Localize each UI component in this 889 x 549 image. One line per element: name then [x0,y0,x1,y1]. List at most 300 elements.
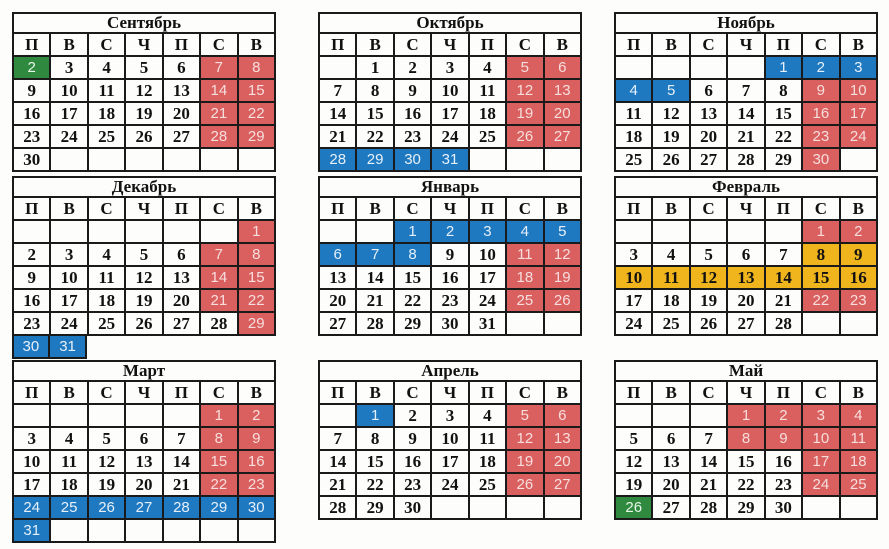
month-block [614,12,878,172]
weekday-header: Ч [432,382,469,405]
month-grid [614,198,878,336]
day-cell: 17 [803,451,840,474]
weekday-header: Ч [432,198,469,221]
day-cell: 23 [803,126,840,149]
day-cell: 24 [14,497,51,520]
empty-cell [164,221,201,244]
weekday-header: П [320,198,357,221]
day-cell: 27 [545,474,582,497]
overflow-week-row [12,336,276,359]
day-cell: 19 [616,474,653,497]
empty-cell [238,336,276,359]
weekday-header: С [691,382,728,405]
weekday-header: В [357,34,394,57]
day-cell: 6 [164,244,201,267]
day-cell: 16 [766,451,803,474]
day-cell: 6 [653,428,690,451]
empty-cell [51,405,88,428]
day-cell: 24 [432,126,469,149]
day-cell: 25 [470,474,507,497]
day-cell: 8 [357,428,394,451]
day-cell: 10 [432,428,469,451]
day-cell: 26 [507,126,544,149]
day-cell: 10 [616,267,653,290]
day-cell: 16 [841,267,878,290]
day-cell: 12 [507,80,544,103]
day-cell: 13 [545,80,582,103]
day-cell: 13 [320,267,357,290]
day-cell: 5 [507,57,544,80]
month-title: Сентябрь [12,12,276,34]
month-block [614,176,878,336]
day-cell: 23 [395,126,432,149]
empty-cell [14,221,51,244]
empty-cell [841,149,878,172]
day-cell: 13 [728,267,765,290]
day-cell: 13 [653,451,690,474]
day-cell: 4 [841,405,878,428]
day-cell: 13 [545,428,582,451]
day-cell: 4 [653,244,690,267]
weekday-header: С [201,382,238,405]
weekday-header: С [395,198,432,221]
day-cell: 5 [89,428,126,451]
empty-cell [691,57,728,80]
day-cell: 7 [320,428,357,451]
day-cell: 3 [14,428,51,451]
weekday-header: В [841,34,878,57]
day-cell: 25 [89,126,126,149]
day-cell: 14 [164,451,201,474]
weekday-header: Ч [728,382,765,405]
day-cell: 23 [395,474,432,497]
empty-cell [201,336,239,359]
day-cell: 6 [320,244,357,267]
day-cell: 3 [432,405,469,428]
weekday-header: В [51,198,88,221]
day-cell: 22 [766,126,803,149]
day-cell: 29 [357,497,394,520]
empty-cell [163,336,201,359]
month-block [614,360,878,520]
day-cell: 21 [728,126,765,149]
weekday-header: П [616,382,653,405]
day-cell: 26 [507,474,544,497]
day-cell: 31 [470,313,507,336]
day-cell: 9 [432,244,469,267]
day-cell: 4 [470,57,507,80]
empty-cell [201,520,238,543]
day-cell: 15 [766,103,803,126]
day-cell: 28 [691,497,728,520]
day-cell: 13 [164,267,201,290]
day-cell: 17 [51,290,88,313]
weekday-header: П [616,34,653,57]
month-block [318,176,582,336]
day-cell: 7 [728,80,765,103]
empty-cell [653,57,690,80]
day-cell: 15 [728,451,765,474]
day-cell: 6 [691,80,728,103]
day-cell: 24 [470,290,507,313]
day-cell: 26 [691,313,728,336]
empty-cell [728,57,765,80]
day-cell: 21 [691,474,728,497]
day-cell: 28 [766,313,803,336]
day-cell: 20 [691,126,728,149]
day-cell: 18 [470,103,507,126]
day-cell: 21 [357,290,394,313]
weekday-header: С [201,34,238,57]
day-cell: 8 [728,428,765,451]
day-cell: 8 [239,244,276,267]
weekday-header: П [164,198,201,221]
day-cell: 1 [357,57,394,80]
day-cell: 23 [432,290,469,313]
weekday-header: С [507,382,544,405]
day-cell: 4 [470,405,507,428]
day-cell: 26 [545,290,582,313]
weekday-header: С [89,198,126,221]
day-cell: 25 [470,126,507,149]
day-cell: 24 [51,313,88,336]
month-grid [12,198,276,336]
day-cell: 1 [395,221,432,244]
month-grid [318,382,582,520]
day-cell: 20 [320,290,357,313]
month-title: Май [614,360,878,382]
day-cell: 27 [545,126,582,149]
day-cell: 19 [507,103,544,126]
day-cell: 7 [320,80,357,103]
day-cell: 14 [320,103,357,126]
day-cell: 16 [432,267,469,290]
day-cell: 2 [14,244,51,267]
empty-cell [164,520,201,543]
day-cell: 1 [239,221,276,244]
day-cell: 15 [357,103,394,126]
day-cell: 18 [89,103,126,126]
weekday-header: П [470,382,507,405]
day-cell: 21 [766,290,803,313]
day-cell: 14 [201,80,238,103]
day-cell: 15 [239,267,276,290]
weekday-header: С [89,34,126,57]
empty-cell [320,221,357,244]
weekday-header: В [841,382,878,405]
empty-cell [320,57,357,80]
day-cell: 10 [841,80,878,103]
empty-cell [616,405,653,428]
day-cell: 14 [201,267,238,290]
day-cell: 12 [616,451,653,474]
day-cell: 4 [507,221,544,244]
day-cell: 21 [164,474,201,497]
day-cell: 21 [201,290,238,313]
day-cell: 17 [841,103,878,126]
month-block [12,360,276,543]
day-cell: 5 [126,57,163,80]
day-cell: 22 [201,474,238,497]
weekday-header: Ч [126,198,163,221]
weekday-header: С [507,198,544,221]
empty-cell [14,405,51,428]
day-cell: 11 [616,103,653,126]
day-cell: 25 [616,149,653,172]
empty-cell [432,497,469,520]
day-cell: 2 [841,221,878,244]
empty-cell [545,313,582,336]
day-cell: 27 [320,313,357,336]
day-cell: 29 [395,313,432,336]
weekday-header: С [507,34,544,57]
day-cell: 17 [14,474,51,497]
day-cell: 11 [507,244,544,267]
day-cell: 7 [201,57,238,80]
day-cell: 28 [357,313,394,336]
empty-cell [470,149,507,172]
day-cell: 25 [89,313,126,336]
empty-cell [201,149,238,172]
day-cell: 11 [89,80,126,103]
day-cell: 16 [395,451,432,474]
day-cell: 5 [507,405,544,428]
day-cell: 24 [841,126,878,149]
day-cell: 7 [164,428,201,451]
day-cell: 9 [395,428,432,451]
day-cell: 18 [841,451,878,474]
month-title: Февраль [614,176,878,198]
empty-cell [545,497,582,520]
day-cell: 21 [320,126,357,149]
weekday-header: В [653,382,690,405]
day-cell: 16 [395,103,432,126]
day-cell: 21 [201,103,238,126]
day-cell: 16 [239,451,276,474]
weekday-header: С [803,34,840,57]
empty-cell [507,313,544,336]
day-cell: 24 [51,126,88,149]
day-cell: 25 [51,497,88,520]
day-cell: 3 [470,221,507,244]
empty-cell [357,221,394,244]
day-cell: 22 [803,290,840,313]
day-cell: 24 [803,474,840,497]
month-title: Октябрь [318,12,582,34]
day-cell: 14 [320,451,357,474]
day-cell: 5 [691,244,728,267]
weekday-header: П [766,34,803,57]
day-cell: 11 [89,267,126,290]
day-cell: 18 [51,474,88,497]
day-cell: 22 [357,474,394,497]
day-cell: 10 [51,80,88,103]
day-cell: 13 [164,80,201,103]
day-cell: 17 [432,103,469,126]
day-cell: 8 [357,80,394,103]
empty-cell [728,221,765,244]
empty-cell [51,520,88,543]
month-grid [614,382,878,520]
weekday-header: В [357,198,394,221]
empty-cell [89,405,126,428]
day-cell: 7 [691,428,728,451]
day-cell: 19 [126,103,163,126]
day-cell: 15 [803,267,840,290]
empty-cell [126,405,163,428]
day-cell: 27 [164,126,201,149]
day-cell: 8 [239,57,276,80]
day-cell: 16 [14,103,51,126]
empty-cell [164,405,201,428]
day-cell: 24 [432,474,469,497]
day-cell: 22 [239,103,276,126]
empty-cell [51,221,88,244]
weekday-header: В [239,382,276,405]
weekday-header: С [395,34,432,57]
day-cell: 22 [728,474,765,497]
day-cell: 27 [728,313,765,336]
day-cell: 17 [432,451,469,474]
empty-cell [125,336,163,359]
day-cell: 15 [201,451,238,474]
day-cell: 20 [545,451,582,474]
day-cell: 6 [545,57,582,80]
day-cell: 10 [470,244,507,267]
weekday-header: Ч [432,34,469,57]
day-cell: 10 [803,428,840,451]
month-block [318,360,582,520]
month-title: Ноябрь [614,12,878,34]
day-cell: 28 [201,313,238,336]
day-cell: 30 [395,497,432,520]
day-cell: 23 [766,474,803,497]
day-cell: 1 [201,405,238,428]
day-cell: 12 [545,244,582,267]
day-cell: 9 [239,428,276,451]
day-cell: 3 [432,57,469,80]
empty-cell [616,57,653,80]
month-title: Март [12,360,276,382]
day-cell: 7 [766,244,803,267]
day-cell: 27 [164,313,201,336]
day-cell: 19 [691,290,728,313]
day-cell: 20 [164,103,201,126]
month-title: Апрель [318,360,582,382]
day-cell: 9 [766,428,803,451]
empty-cell [803,313,840,336]
empty-cell [691,221,728,244]
day-cell: 7 [201,244,238,267]
day-cell: 27 [691,149,728,172]
weekday-header: В [545,382,582,405]
weekday-header: В [239,198,276,221]
day-cell: 3 [51,244,88,267]
day-cell: 8 [201,428,238,451]
day-cell: 5 [653,80,690,103]
day-cell: 19 [126,290,163,313]
weekday-header: П [320,34,357,57]
weekday-header: В [653,34,690,57]
weekday-header: В [841,198,878,221]
day-cell: 14 [766,267,803,290]
day-cell: 12 [507,428,544,451]
empty-cell [841,313,878,336]
day-cell: 3 [616,244,653,267]
day-cell: 2 [432,221,469,244]
day-cell: 30 [14,149,51,172]
day-cell: 10 [14,451,51,474]
day-cell: 20 [126,474,163,497]
weekday-header: В [51,382,88,405]
day-cell: 18 [616,126,653,149]
day-cell: 14 [691,451,728,474]
day-cell: 15 [357,451,394,474]
day-cell: 30 [803,149,840,172]
weekday-header: С [803,382,840,405]
day-cell: 31 [432,149,469,172]
day-cell: 15 [239,80,276,103]
empty-cell [803,497,840,520]
day-cell: 9 [14,267,51,290]
month-grid [12,34,276,172]
day-cell: 18 [653,290,690,313]
day-cell: 29 [201,497,238,520]
day-cell: 30 [395,149,432,172]
day-cell: 29 [357,149,394,172]
day-cell: 5 [126,244,163,267]
empty-cell [545,149,582,172]
day-cell: 31 [14,520,51,543]
weekday-header: П [320,382,357,405]
day-cell: 18 [470,451,507,474]
day-cell: 30 [432,313,469,336]
day-cell: 12 [126,267,163,290]
month-grid [318,198,582,336]
month-grid [12,382,276,543]
day-cell: 9 [14,80,51,103]
empty-cell [653,405,690,428]
day-cell: 9 [395,80,432,103]
month-block [12,12,276,172]
day-cell: 25 [507,290,544,313]
day-cell: 11 [841,428,878,451]
day-cell: 28 [320,497,357,520]
day-cell: 11 [51,451,88,474]
day-cell: 14 [357,267,394,290]
weekday-header: П [164,382,201,405]
weekday-header: П [766,198,803,221]
day-cell: 13 [126,451,163,474]
month-grid [614,34,878,172]
day-cell: 4 [51,428,88,451]
day-cell: 2 [803,57,840,80]
day-cell: 11 [470,428,507,451]
day-cell: 19 [653,126,690,149]
day-cell: 30 [766,497,803,520]
month-grid [318,34,582,172]
day-cell: 24 [616,313,653,336]
day-cell: 17 [51,103,88,126]
empty-cell [239,149,276,172]
day-cell: 23 [239,474,276,497]
day-cell: 30 [239,497,276,520]
day-cell: 6 [545,405,582,428]
weekday-header: П [14,198,51,221]
day-cell: 4 [89,244,126,267]
weekday-header: С [691,34,728,57]
empty-cell [201,221,238,244]
